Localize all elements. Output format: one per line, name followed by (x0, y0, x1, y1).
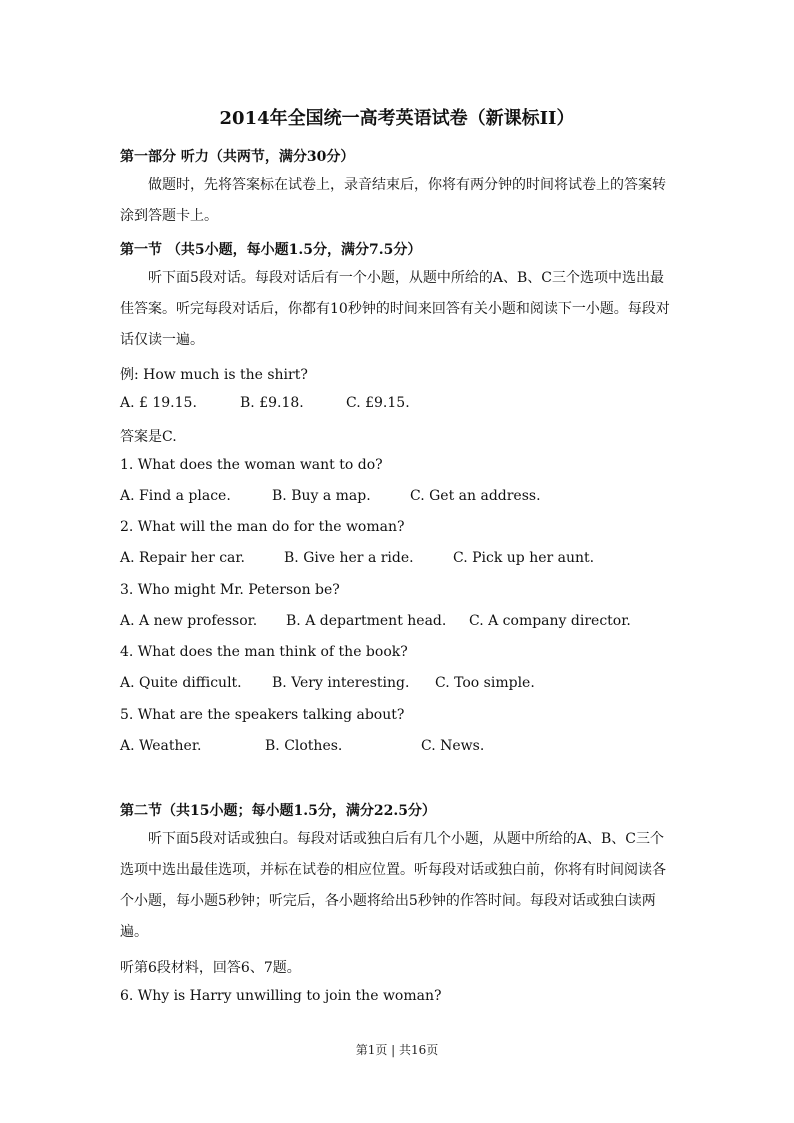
material-6-instruction: 听第6段材料，回答6、7题。 (120, 960, 301, 976)
q3-option-c: C. A company director. (469, 613, 631, 629)
example-answer: 答案是C. (120, 429, 177, 445)
question-3: 3. Who might Mr. Peterson be? (120, 582, 340, 598)
example-question: 例: How much is the shirt? (120, 367, 308, 383)
page-title: 2014年全国统一高考英语试卷（新课标II） (219, 108, 575, 129)
q4-option-c: C. Too simple. (435, 675, 535, 691)
q5-option-c: C. News. (421, 738, 485, 754)
section2-heading: 第二节（共15小题；每小题1.5分，满分22.5分） (120, 803, 436, 819)
question-1: 1. What does the woman want to do? (120, 457, 383, 473)
page-footer: 第1页 | 共16页 (355, 1043, 439, 1057)
question-4: 4. What does the man think of the book? (120, 644, 408, 660)
question-2: 2. What will the man do for the woman? (120, 519, 405, 535)
q1-option-c: C. Get an address. (410, 488, 541, 504)
question-5: 5. What are the speakers talking about? (120, 707, 405, 723)
q3-option-a: A. A new professor. (120, 613, 258, 629)
q1-option-a: A. Find a place. (120, 488, 231, 504)
q5-option-b: B. Clothes. (265, 738, 343, 754)
q1-option-b: B. Buy a map. (272, 488, 371, 504)
q2-option-c: C. Pick up her aunt. (453, 550, 595, 566)
part1-intro: 做题时，先将答案标在试卷上，录音结束后，你将有两分钟的时间将试卷上的答案转涂到答题卡上。 (120, 177, 666, 224)
section2-intro: 听下面5段对话或独白。每段对话或独白后有几个小题，从题中所给的A、B、C三个选项中选出最佳选项，并标在试卷的相应位置。听每段对话或独白前，你将有时间阅读各个小题，每小题5秒钟；听完后，各小题将给出5秒钟的作答时间。每段对话或独白读两遍。 (120, 831, 666, 940)
q4-option-a: A. Quite difficult. (120, 675, 242, 691)
example-option-b: B. £9.18. (240, 395, 304, 411)
q4-option-b: B. Very interesting. (272, 675, 410, 691)
q5-option-a: A. Weather. (120, 738, 202, 754)
q2-option-a: A. Repair her car. (120, 550, 246, 566)
example-option-c: C. £9.15. (346, 395, 410, 411)
q3-option-b: B. A department head. (286, 613, 447, 629)
section1-heading: 第一节 （共5小题，每小题1.5分，满分7.5分） (120, 242, 422, 258)
part1-heading: 第一部分 听力（共两节，满分30分） (120, 149, 355, 165)
q2-option-b: B. Give her a ride. (284, 550, 414, 566)
question-6: 6. Why is Harry unwilling to join the woman? (120, 988, 442, 1004)
example-option-a: A. £ 19.15. (120, 395, 197, 411)
section1-intro: 听下面5段对话。每段对话后有一个小题，从题中所给的A、B、C三个选项中选出最佳答案。听完每段对话后，你都有10秒钟的时间来回答有关小题和阅读下一小题。每段对话仅读一遍。 (120, 270, 670, 348)
